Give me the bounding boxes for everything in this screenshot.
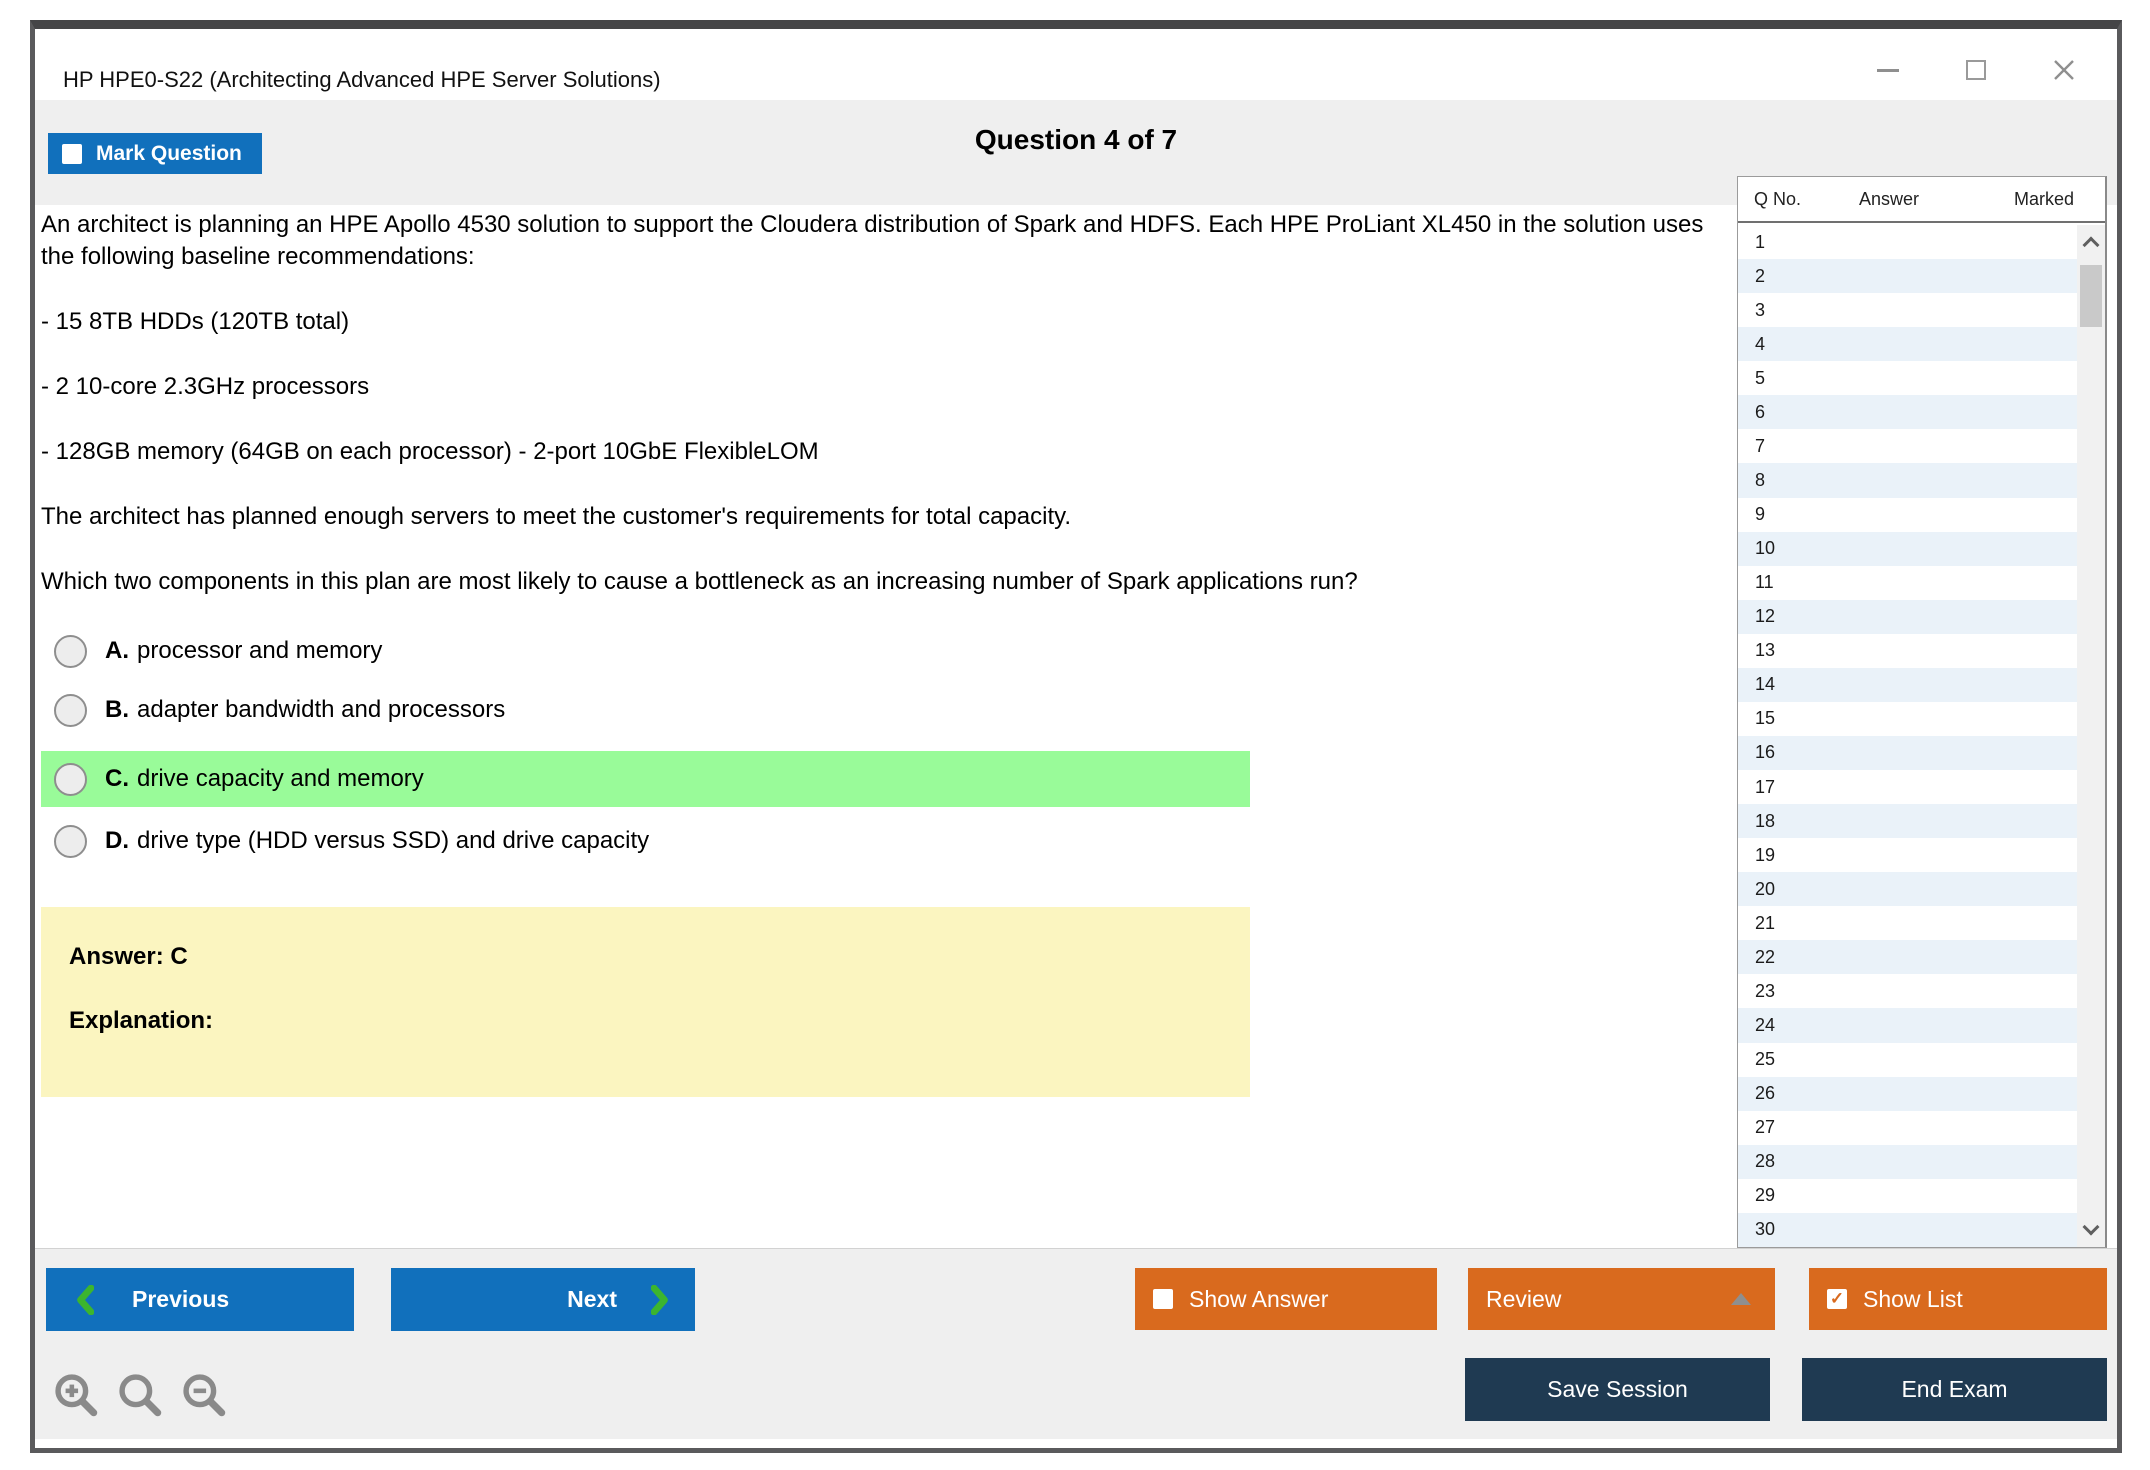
question-number: 12 bbox=[1755, 606, 1776, 627]
question-list-row[interactable] bbox=[1738, 872, 2077, 906]
question-list-row[interactable] bbox=[1738, 225, 2077, 259]
window-controls bbox=[1873, 55, 2079, 85]
question-number: 29 bbox=[1755, 1185, 1776, 1206]
answer-option-d[interactable] bbox=[41, 823, 1250, 859]
question-number: 11 bbox=[1755, 572, 1774, 593]
question-number: 2 bbox=[1755, 265, 1766, 286]
question-number: 15 bbox=[1755, 708, 1776, 729]
show-list-button[interactable] bbox=[1809, 1268, 2107, 1330]
question-list-row[interactable] bbox=[1738, 1145, 2077, 1179]
question-list bbox=[1738, 225, 2077, 1247]
exam-window bbox=[30, 20, 2122, 1453]
answer-option-c[interactable] bbox=[41, 751, 1250, 807]
scroll-up-icon[interactable] bbox=[2083, 237, 2100, 254]
mark-question-label: Mark Question bbox=[96, 141, 242, 165]
radio-button-icon[interactable] bbox=[54, 694, 87, 727]
answer-option-label: A. processor and memory bbox=[105, 637, 383, 664]
question-list-row[interactable] bbox=[1738, 600, 2077, 634]
question-number: 23 bbox=[1755, 980, 1776, 1001]
save-session-label: Save Session bbox=[1547, 1376, 1688, 1402]
question-list-scrollbar[interactable] bbox=[2077, 225, 2105, 1247]
radio-button-icon[interactable] bbox=[54, 763, 87, 796]
answer-label: Answer: C bbox=[69, 943, 188, 970]
question-list-row[interactable] bbox=[1738, 395, 2077, 429]
question-number: 10 bbox=[1755, 538, 1776, 559]
answer-option-b[interactable] bbox=[41, 692, 1250, 728]
question-area bbox=[35, 205, 1735, 1248]
question-prompt: Which two components in this plan are most likely to cause a bottleneck as an increasing number of Spark applications run? bbox=[41, 568, 1358, 595]
question-list-row[interactable] bbox=[1738, 770, 2077, 804]
question-number: 16 bbox=[1755, 742, 1776, 763]
scroll-down-icon[interactable] bbox=[2083, 1219, 2100, 1236]
question-list-row[interactable] bbox=[1738, 906, 2077, 940]
question-list-row[interactable] bbox=[1738, 804, 2077, 838]
question-list-row[interactable] bbox=[1738, 634, 2077, 668]
bottom-toolbar bbox=[35, 1248, 2117, 1439]
question-list-row[interactable] bbox=[1738, 566, 2077, 600]
question-number: 7 bbox=[1755, 435, 1766, 456]
question-intro: An architect is planning an HPE Apollo 4530 solution to support the Cloudera distribution of Spark and HDFS. Each HPE ProLiant XL450 in the solution uses the following baseline recommendations: bbox=[41, 211, 1704, 270]
close-button[interactable] bbox=[2049, 55, 2079, 85]
show-list-label: Show List bbox=[1863, 1285, 1963, 1312]
question-list-row[interactable] bbox=[1738, 1213, 2077, 1247]
question-list-row[interactable] bbox=[1738, 361, 2077, 395]
question-number: 20 bbox=[1755, 878, 1776, 899]
question-number: 24 bbox=[1755, 1014, 1776, 1035]
zoom-tools bbox=[50, 1369, 230, 1421]
question-number: 9 bbox=[1755, 504, 1766, 525]
scrollbar-thumb[interactable] bbox=[2080, 265, 2102, 327]
zoom-in-button[interactable] bbox=[50, 1369, 102, 1421]
minimize-button[interactable] bbox=[1873, 55, 1903, 85]
chevron-right-icon bbox=[651, 1285, 669, 1315]
question-number: 27 bbox=[1755, 1117, 1776, 1138]
question-list-row[interactable] bbox=[1738, 259, 2077, 293]
previous-button[interactable] bbox=[46, 1268, 354, 1331]
answer-explanation-box bbox=[41, 907, 1250, 1097]
question-list-panel bbox=[1737, 176, 2107, 1248]
question-number: 19 bbox=[1755, 844, 1776, 865]
next-label: Next bbox=[567, 1286, 617, 1312]
review-label: Review bbox=[1486, 1285, 1562, 1312]
question-number: 5 bbox=[1755, 367, 1766, 388]
question-number: 28 bbox=[1755, 1151, 1776, 1172]
question-bullet: - 2 10-core 2.3GHz processors bbox=[41, 373, 370, 400]
question-number: 26 bbox=[1755, 1083, 1776, 1104]
maximize-button[interactable] bbox=[1961, 55, 1991, 85]
question-list-row[interactable] bbox=[1738, 838, 2077, 872]
question-number: 13 bbox=[1755, 640, 1776, 661]
zoom-in-icon bbox=[51, 1370, 101, 1420]
question-list-row[interactable] bbox=[1738, 736, 2077, 770]
radio-button-icon[interactable] bbox=[54, 825, 87, 858]
window-title: HP HPE0-S22 (Architecting Advanced HPE Server Solutions) bbox=[63, 67, 661, 92]
maximize-icon bbox=[1966, 60, 1986, 80]
question-number: 1 bbox=[1755, 231, 1766, 252]
show-answer-checkbox-icon[interactable] bbox=[1153, 1289, 1173, 1309]
question-list-row[interactable] bbox=[1738, 1008, 2077, 1042]
save-session-button[interactable] bbox=[1465, 1358, 1770, 1421]
question-list-header bbox=[1738, 177, 2105, 223]
question-number: 17 bbox=[1755, 776, 1776, 797]
question-counter: Question 4 of 7 bbox=[974, 124, 1178, 155]
question-bullet: - 15 8TB HDDs (120TB total) bbox=[41, 308, 350, 335]
main-content bbox=[35, 188, 2117, 1248]
close-icon bbox=[2051, 57, 2077, 83]
column-qno: Q No. bbox=[1754, 188, 1802, 209]
show-answer-label: Show Answer bbox=[1189, 1285, 1329, 1312]
explanation-label: Explanation: bbox=[69, 1007, 214, 1034]
question-list-row[interactable] bbox=[1738, 940, 2077, 974]
review-button[interactable] bbox=[1468, 1268, 1775, 1330]
question-list-row[interactable] bbox=[1738, 1179, 2077, 1213]
question-list-row[interactable] bbox=[1738, 532, 2077, 566]
question-list-row[interactable] bbox=[1738, 668, 2077, 702]
question-number: 3 bbox=[1755, 299, 1766, 320]
question-number: 25 bbox=[1755, 1049, 1776, 1070]
question-bullet: - 128GB memory (64GB on each processor) - 2-port 10GbE FlexibleLOM bbox=[41, 438, 819, 465]
end-exam-label: End Exam bbox=[1901, 1376, 2008, 1402]
radio-button-icon[interactable] bbox=[54, 635, 87, 668]
question-list-row[interactable] bbox=[1738, 429, 2077, 463]
end-exam-button[interactable] bbox=[1802, 1358, 2107, 1421]
triangle-up-icon bbox=[1731, 1293, 1751, 1305]
question-list-row[interactable] bbox=[1738, 702, 2077, 736]
question-statement: The architect has planned enough servers to meet the customer's requirements for total capacity. bbox=[41, 503, 1071, 530]
question-list-row[interactable] bbox=[1738, 327, 2077, 361]
minimize-icon bbox=[1877, 69, 1899, 72]
question-number: 6 bbox=[1755, 401, 1766, 422]
question-list-row[interactable] bbox=[1738, 293, 2077, 327]
zoom-reset-button[interactable] bbox=[114, 1369, 166, 1421]
next-button[interactable] bbox=[391, 1268, 695, 1331]
question-list-row[interactable] bbox=[1738, 974, 2077, 1008]
question-list-row[interactable] bbox=[1738, 1043, 2077, 1077]
column-answer: Answer bbox=[1859, 188, 1920, 209]
question-list-row[interactable] bbox=[1738, 463, 2077, 497]
answer-options bbox=[41, 633, 1735, 859]
magnifier-icon bbox=[115, 1370, 165, 1420]
question-number: 30 bbox=[1755, 1219, 1776, 1240]
question-number: 14 bbox=[1755, 674, 1776, 695]
question-number: 22 bbox=[1755, 946, 1776, 967]
titlebar bbox=[35, 29, 2117, 100]
question-number: 8 bbox=[1755, 469, 1766, 490]
show-answer-button[interactable] bbox=[1135, 1268, 1437, 1330]
question-number: 4 bbox=[1755, 333, 1766, 354]
answer-option-label: D. drive type (HDD versus SSD) and drive capacity bbox=[105, 827, 650, 854]
answer-option-label: C. drive capacity and memory bbox=[105, 765, 424, 792]
question-number: 21 bbox=[1755, 912, 1776, 933]
question-list-row[interactable] bbox=[1738, 1077, 2077, 1111]
zoom-out-button[interactable] bbox=[178, 1369, 230, 1421]
question-list-row[interactable] bbox=[1738, 498, 2077, 532]
previous-label: Previous bbox=[132, 1286, 230, 1312]
question-number: 18 bbox=[1755, 810, 1776, 831]
answer-option-label: B. adapter bandwidth and processors bbox=[105, 696, 506, 723]
zoom-out-icon bbox=[179, 1370, 229, 1420]
answer-option-a[interactable] bbox=[41, 633, 1250, 669]
chevron-left-icon bbox=[76, 1285, 94, 1315]
show-list-checkbox-icon[interactable]: ✓ bbox=[1827, 1289, 1847, 1309]
column-marked: Marked bbox=[2014, 188, 2075, 209]
question-list-row[interactable] bbox=[1738, 1111, 2077, 1145]
